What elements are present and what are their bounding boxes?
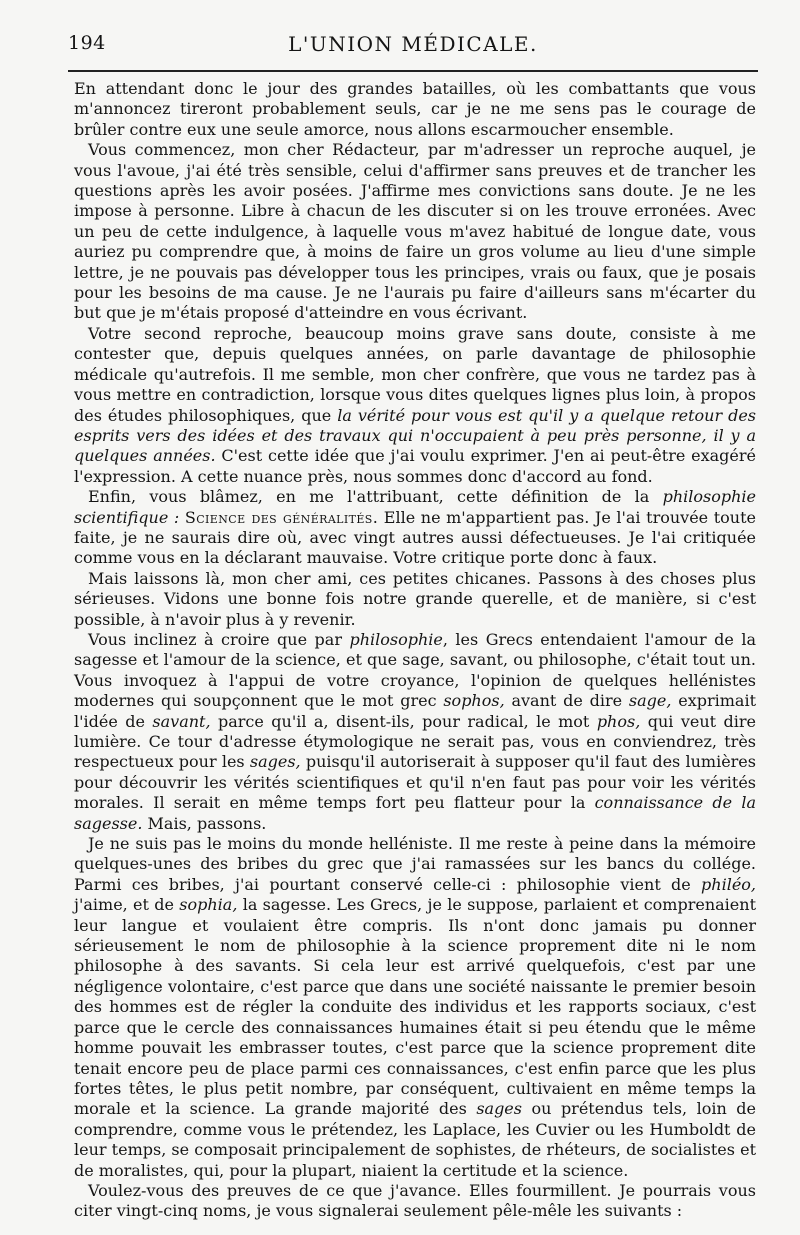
text-run: la sagesse. Les Grecs, je le suppose, parlaient et comprenaient leur langue et voulaient être compris. Ils n'ont donc jamais pu donner sérieusement le nom de philosophie à la science proprement dite ni le nom philosophe à des savants. Si cela leur est arrivé quelquefois, c'est par une négligence volontaire, c'est parce que dans une société naissante le premier besoin des hommes est de régler la conduite des individus et les rapports sociaux, c'est parce que le cercle des connaissances humaines était si peu étendu que le même homme pouvait les embrasser toutes, c'est parce que la science proprement dite tenait encore peu de place parmi ces connaissances, c'est enfin parce que les plus fortes têtes, le plus petit nombre, par conséquent, cultivaient en même temps la morale et la science. La grande majorité des: [74, 895, 757, 1119]
text-run: qui veut dire lumière. Ce tour d'adresse étymologique ne serait pas, vous en conviendrez, très respectueux pour les: [74, 711, 757, 772]
text-run: Je ne suis pas le moins du monde helléniste. Il me reste à peine dans la mémoire quelques-unes des bribes du grec que j'ai ramassées sur les bancs du collége. Parmi ces bribes, j'ai pourtant conservé celle-ci : philosophie vient de: [74, 834, 756, 894]
italic-term: sages,: [249, 752, 301, 772]
italic-quote: la vérité pour vous est qu'il y a quelque retour des esprits vers des idées et des travaux qui n'occupaient à peu près personne, il y a quelques années.: [74, 405, 756, 466]
text-run: avant de dire: [504, 691, 629, 711]
text-run: Mais, passons.: [142, 813, 267, 833]
page-number: 194: [68, 32, 106, 54]
text-run: exprimait l'idée de: [74, 691, 757, 731]
italic-term: philosophie: [349, 629, 443, 649]
text-run: parce qu'il a, disent-ils, pour radical, le mot: [210, 711, 597, 731]
text-run: C'est cette idée que j'ai voulu exprimer. J'en ai peut-être exagéré l'expression. A cette nuance près, nous sommes donc d'accord au fond.: [74, 446, 757, 486]
article-body: [74, 79, 756, 1222]
text-run: puisqu'il autoriserait à supposer qu'il faut des lumières pour découvrir les vérités scientifiques et qu'il n'en faut pas pour voir les vérités morales. Il serait en même temps fort peu flatteur pour la: [74, 752, 756, 813]
italic-term: phos,: [596, 711, 641, 731]
text-run: Enfin, vous blâmez, en me l'attribuant, cette définition de la: [88, 487, 663, 507]
paragraph-3: [74, 324, 756, 487]
paragraph-7: [74, 834, 756, 1181]
running-title: L'UNION MÉDICALE.: [288, 32, 538, 56]
smallcaps-definition: Science des généralités.: [184, 507, 379, 527]
paragraph-1: En attendant donc le jour des grandes batailles, où les combattants que vous m'annoncez tireront probablement seuls, car je ne me sens pas le courage de brûler contre eux une seule amorce, nous allons escarmoucher ensemble.: [74, 79, 756, 139]
italic-term: philéo,: [701, 874, 756, 894]
paragraph-8: Voulez-vous des preuves de ce que j'avance. Elles fourmillent. Je pourrais vous citer vingt-cinq noms, je vous signalerai seulement pêle-mêle les suivants :: [74, 1180, 756, 1221]
text-run: Elle ne m'appartient pas. Je l'ai trouvée toute faite, je ne saurais dire où, avec vingt autres aussi défectueuses. Je l'ai critiquée comme vous en la déclarant mauvaise. Votre critique porte donc à faux.: [74, 507, 756, 568]
italic-term: philosophie scientifique :: [74, 487, 756, 527]
italic-term: savant,: [152, 711, 211, 731]
italic-term: sage,: [628, 691, 672, 711]
text-run: , les Grecs entendaient l'amour de la sagesse et l'amour de la science, et que sage, savant, ou philosophe, c'était tout un. Vous invoquez à l'appui de votre croyance, l'opinion de quelques hellénistes modernes qui soupçonnent que le mot grec: [74, 629, 756, 711]
italic-term: sophos,: [443, 691, 505, 711]
header-rule: [68, 70, 758, 72]
text-run: Votre second reproche, beaucoup moins grave sans doute, consiste à me contester que, depuis quelques années, on parle davantage de philosophie médicale qu'autrefois. Il me semble, mon cher confrère, que vous ne tardez pas à vous mettre en contradiction, lorsque vous dites quelques lignes plus loin, à propos des études philosophiques, que: [74, 323, 756, 425]
paragraph-4: [74, 487, 756, 569]
text-run: j'aime, et de: [74, 895, 180, 915]
page-header: [68, 32, 758, 66]
paragraph-6: [74, 630, 756, 834]
italic-term: sages: [476, 1099, 522, 1119]
text-run: Vous inclinez à croire que par: [88, 629, 350, 649]
text-run: ou prétendus tels, loin de comprendre, comme vous le prétendez, les Laplace, les Cuvier ou les Humboldt de leur temps, se composait principalement de sophistes, de rhéteurs, de socialistes et de moralistes, qui, pour la plupart, niaient la certitude et la science.: [74, 1099, 756, 1180]
paragraph-2: Vous commencez, mon cher Rédacteur, par m'adresser un reproche auquel, je vous l'avoue, j'ai été très sensible, celui d'affirmer sans preuves et de trancher les questions après les avoir posées. J'affirme mes convictions sans doute. Je ne les impose à personne. Libre à chacun de les discuter si on les trouve erronées. Avec un peu de cette indulgence, à laquelle vous m'avez habitué de longue date, vous auriez pu comprendre que, à moins de faire un gros volume au lieu d'une simple lettre, je ne pouvais pas développer tous les principes, vrais ou faux, que je posais pour les besoins de ma cause. Je ne l'aurais pu faire d'ailleurs sans m'écarter du but que je m'étais proposé d'atteindre en vous écrivant.: [74, 140, 756, 323]
italic-term: sophia,: [179, 895, 238, 915]
paragraph-5: Mais laissons là, mon cher ami, ces petites chicanes. Passons à des choses plus sérieuses. Vidons une bonne fois notre grande querelle, et de manière, si c'est possible, à n'avoir plus à y revenir.: [74, 568, 756, 629]
italic-term: connaissance de la sagesse.: [74, 793, 756, 833]
